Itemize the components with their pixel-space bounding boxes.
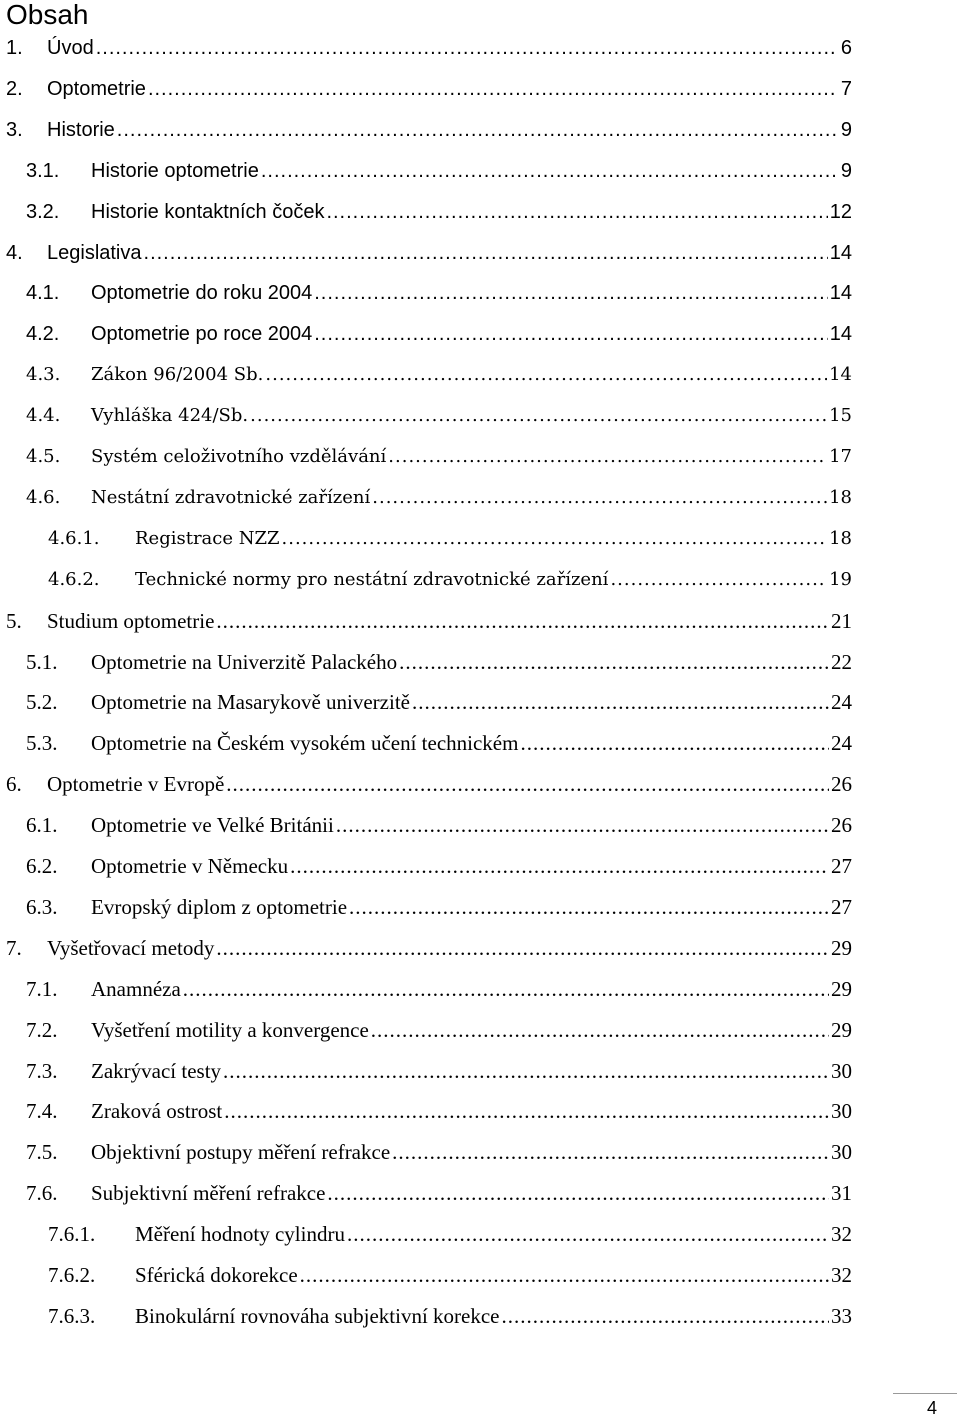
toc-entry-page: 22 xyxy=(831,649,852,674)
toc-dot-leader xyxy=(327,1178,829,1208)
toc-entry-page: 6 xyxy=(840,37,852,59)
toc-entry[interactable] xyxy=(26,1096,852,1126)
toc-dot-leader xyxy=(282,524,828,554)
toc-entry[interactable] xyxy=(26,1056,852,1086)
toc-dot-leader xyxy=(144,238,828,268)
toc-entry-page: 24 xyxy=(831,690,852,715)
toc-entry-title: Historie optometrie xyxy=(91,159,259,182)
toc-entry[interactable] xyxy=(26,892,852,922)
toc-entry-number: 7.3. xyxy=(26,1058,58,1083)
toc-entry-number: 7.6.2. xyxy=(48,1263,96,1287)
toc-entry-number: 5.1. xyxy=(26,649,58,674)
toc-entry-title: Optometrie ve Velké Británii xyxy=(91,813,334,838)
toc-entry-title: Registrace NZZ xyxy=(135,527,280,549)
toc-entry-number: 7. xyxy=(6,935,22,960)
toc-entry-number: 1. xyxy=(6,37,23,59)
toc-entry[interactable] xyxy=(48,1260,852,1290)
toc-entry-title: Legislativa xyxy=(47,241,142,264)
toc-dot-leader xyxy=(336,810,829,840)
toc-entry[interactable] xyxy=(26,810,852,840)
toc-entry-page: 26 xyxy=(831,772,852,797)
toc-entry[interactable] xyxy=(48,565,852,595)
toc-entry-page: 30 xyxy=(831,1099,852,1124)
toc-entry-page: 29 xyxy=(831,1017,852,1042)
toc-dot-leader xyxy=(326,197,827,227)
toc-entry[interactable] xyxy=(26,156,852,186)
toc-dot-leader xyxy=(250,401,827,431)
toc-dot-leader xyxy=(392,1137,829,1167)
toc-dot-leader xyxy=(216,933,829,963)
toc-entry-page: 30 xyxy=(831,1140,852,1165)
toc-entry-page: 32 xyxy=(831,1222,852,1247)
toc-entry-title: Optometrie po roce 2004 xyxy=(91,323,313,346)
toc-entry-number: 4.6. xyxy=(26,486,61,508)
toc-entry-number: 4.5. xyxy=(26,446,61,467)
toc-entry-title: Zraková ostrost xyxy=(91,1099,223,1124)
toc-dot-leader xyxy=(224,1096,829,1126)
toc-entry[interactable] xyxy=(26,851,852,881)
toc-entry-title: Vyšetřovací metody xyxy=(47,935,215,960)
toc-entry-page: 18 xyxy=(829,486,852,508)
toc-entry[interactable] xyxy=(48,1301,852,1331)
toc-entry-title: Studium optometrie xyxy=(47,608,215,633)
toc-entry-title: Nestátní zdravotnické zařízení xyxy=(91,486,371,508)
toc-entry-title: Technické normy pro nestátní zdravotnické zařízení xyxy=(135,568,609,590)
toc-entry-page: 12 xyxy=(829,200,852,223)
toc-dot-leader xyxy=(226,769,829,799)
toc-dot-leader xyxy=(412,687,829,717)
toc-entry-page: 14 xyxy=(829,241,852,264)
toc-entry-number: 5.2. xyxy=(26,690,58,715)
toc-dot-leader xyxy=(610,565,827,595)
toc-entry-title: Historie kontaktních čoček xyxy=(91,200,325,223)
toc-entry-number: 7.4. xyxy=(26,1099,58,1124)
toc-entry-title: Zakrývací testy xyxy=(91,1058,222,1083)
toc-entry-number: 6.2. xyxy=(26,854,58,878)
toc-entry-title: Systém celoživotního vzdělávání xyxy=(91,446,387,467)
toc-entry-page: 26 xyxy=(831,813,852,838)
toc-dot-leader xyxy=(117,115,838,145)
toc-entry-title: Binokulární rovnováha subjektivní korekce xyxy=(135,1303,500,1328)
toc-entry-page: 29 xyxy=(831,976,852,1001)
toc-dot-leader xyxy=(520,728,829,758)
page-title: Obsah xyxy=(6,0,89,30)
toc-entry-title: Optometrie na Masarykově univerzitě xyxy=(91,690,410,715)
toc-dot-leader xyxy=(290,851,829,881)
toc-entry-page: 9 xyxy=(840,159,852,182)
toc-entry[interactable] xyxy=(26,401,852,431)
toc-dot-leader xyxy=(183,974,829,1004)
toc-dot-leader xyxy=(216,606,829,636)
toc-entry-number: 7.1. xyxy=(26,976,58,1001)
toc-entry-page: 32 xyxy=(831,1263,852,1287)
toc-entry-number: 5. xyxy=(6,608,22,633)
toc-dot-leader xyxy=(349,892,829,922)
toc-entry-page: 18 xyxy=(829,527,852,549)
toc-entry-page: 21 xyxy=(831,608,852,633)
toc-dot-leader xyxy=(502,1301,830,1331)
toc-entry-number: 4.6.2. xyxy=(48,568,100,590)
toc-entry[interactable] xyxy=(26,728,852,758)
toc-entry-title: Optometrie v Německu xyxy=(91,854,289,878)
toc-dot-leader xyxy=(96,33,838,63)
toc-entry[interactable] xyxy=(6,238,852,268)
toc-entry[interactable] xyxy=(6,606,852,636)
footer-divider xyxy=(893,1393,957,1394)
toc-entry-title: Historie xyxy=(47,118,115,141)
toc-entry-title: Měření hodnoty cylindru xyxy=(135,1222,345,1247)
page-number: 4 xyxy=(926,1398,937,1418)
toc-entry-page: 27 xyxy=(831,894,852,919)
toc-entry-page: 31 xyxy=(831,1181,852,1206)
toc-entry[interactable] xyxy=(6,74,852,104)
toc-dot-leader xyxy=(265,360,827,390)
toc-entry-number: 4.1. xyxy=(26,282,60,305)
toc-entry-title: Optometrie v Evropě xyxy=(47,772,225,797)
toc-entry[interactable] xyxy=(6,933,852,963)
toc-entry-number: 7.6.1. xyxy=(48,1222,96,1247)
toc-entry[interactable] xyxy=(26,1137,852,1167)
toc-entry[interactable] xyxy=(26,319,852,349)
toc-entry-number: 4.3. xyxy=(26,364,61,386)
toc-entry[interactable] xyxy=(26,1015,852,1045)
toc-dot-leader xyxy=(148,74,838,104)
toc-entry-title: Sférická dokorekce xyxy=(135,1263,298,1287)
toc-entry-number: 3. xyxy=(6,118,23,141)
toc-entry-page: 33 xyxy=(831,1303,852,1328)
toc-dot-leader xyxy=(372,483,827,513)
toc-entry-number: 2. xyxy=(6,77,23,100)
toc-entry[interactable] xyxy=(48,524,852,554)
toc-entry-page: 9 xyxy=(840,118,852,141)
toc-entry[interactable] xyxy=(26,687,852,717)
toc-entry-title: Evropský diplom z optometrie xyxy=(91,894,348,919)
toc-entry[interactable] xyxy=(26,278,852,308)
toc-entry-title: Vyšetření motility a konvergence xyxy=(91,1017,369,1042)
toc-dot-leader xyxy=(261,156,838,186)
toc-entry-title: Vyhláška 424/Sb. xyxy=(91,405,249,427)
toc-entry-title: Zákon 96/2004 Sb. xyxy=(91,364,264,386)
toc-entry[interactable] xyxy=(6,115,852,145)
toc-entry-number: 7.6.3. xyxy=(48,1303,96,1328)
toc-entry-number: 7.5. xyxy=(26,1140,58,1165)
toc-entry-title: Optometrie xyxy=(47,77,146,100)
toc-entry-page: 27 xyxy=(831,854,852,878)
toc-entry-number: 7.6. xyxy=(26,1181,58,1206)
toc-entry[interactable] xyxy=(26,1178,852,1208)
toc-dot-leader xyxy=(314,319,828,349)
toc-entry-title: Anamnéza xyxy=(91,976,181,1001)
toc-entry[interactable] xyxy=(6,33,852,63)
toc-dot-leader xyxy=(371,1015,829,1045)
toc-dot-leader xyxy=(399,647,829,677)
toc-entry[interactable] xyxy=(26,442,852,472)
toc-dot-leader xyxy=(300,1260,829,1290)
toc-entry-number: 4.2. xyxy=(26,323,60,346)
toc-entry-number: 5.3. xyxy=(26,731,58,756)
toc-entry[interactable] xyxy=(26,483,852,513)
toc-entry-page: 29 xyxy=(831,935,852,960)
toc-entry-title: Objektivní postupy měření refrakce xyxy=(91,1140,391,1165)
toc-entry[interactable] xyxy=(48,1219,852,1249)
toc-entry-page: 30 xyxy=(831,1058,852,1083)
toc-entry-number: 4.4. xyxy=(26,405,61,427)
toc-dot-leader xyxy=(223,1056,829,1086)
toc-entry-page: 14 xyxy=(829,364,852,386)
toc-entry-title: Subjektivní měření refrakce xyxy=(91,1181,326,1206)
toc-entry-number: 4.6.1. xyxy=(48,527,100,549)
toc-entry-page: 15 xyxy=(829,405,852,427)
toc-entry-number: 3.2. xyxy=(26,200,60,223)
toc-entry-number: 7.2. xyxy=(26,1017,58,1042)
toc-entry[interactable] xyxy=(6,769,852,799)
toc-entry-page: 17 xyxy=(829,446,852,467)
toc-entry-number: 6.3. xyxy=(26,894,58,919)
toc-entry-title: Úvod xyxy=(47,37,94,59)
toc-entry[interactable] xyxy=(26,360,852,390)
toc-entry-title: Optometrie na Českém vysokém učení technickém xyxy=(91,731,519,756)
toc-dot-leader xyxy=(314,278,828,308)
toc-entry-page: 14 xyxy=(829,282,852,305)
toc-entry-title: Optometrie na Univerzitě Palackého xyxy=(91,649,398,674)
toc-entry-number: 3.1. xyxy=(26,159,60,182)
toc-entry-page: 24 xyxy=(831,731,852,756)
toc-entry[interactable] xyxy=(26,647,852,677)
toc-entry-number: 6.1. xyxy=(26,813,58,838)
toc-dot-leader xyxy=(347,1219,829,1249)
toc-dot-leader xyxy=(388,442,827,472)
toc-entry[interactable] xyxy=(26,974,852,1004)
toc-entry-page: 14 xyxy=(829,323,852,346)
toc-entry-number: 4. xyxy=(6,241,23,264)
toc-entry-title: Optometrie do roku 2004 xyxy=(91,282,313,305)
toc-entry-number: 6. xyxy=(6,772,22,797)
toc-entry-page: 7 xyxy=(840,77,852,100)
toc-entry[interactable] xyxy=(26,197,852,227)
toc-entry-page: 19 xyxy=(829,568,852,590)
